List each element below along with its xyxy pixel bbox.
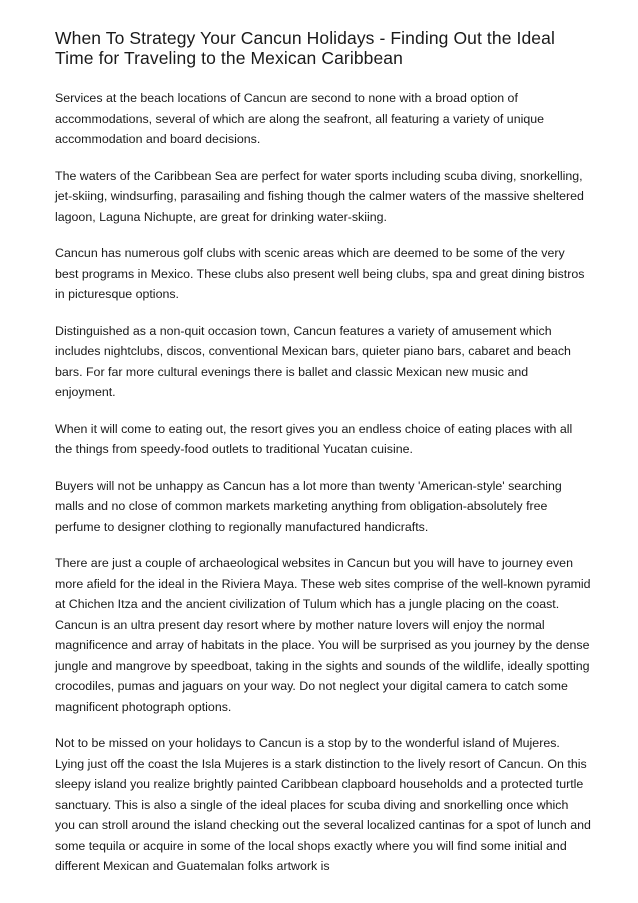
paragraph-archaeology: There are just a couple of archaeological websites in Cancun but you will have to journey even more afield for the ideal in the Riviera Maya. These web sites comprise of the well-known pyramid at Chichen Itza and the ancient civilization of Tulum which has a jungle placing on the coast. Cancun is an ultra present day resort where by mother nature lovers will enjoy the normal magnificence and array of habitats in the place. You will be surprised as you journey by the dense jungle and mangrove by speedboat, taking in the sights and sounds of the wildlife, ideally spotting crocodiles, pumas and jaguars on your way. Do not neglect your digital camera to catch some magnificent photograph options. xyxy=(55,556,591,714)
paragraph-dining: When it will come to eating out, the resort gives you an endless choice of eating places with all the things from speedy-food outlets to traditional Yucatan cuisine. xyxy=(55,421,573,456)
paragraph-isla-mujeres: Not to be missed on your holidays to Cancun is a stop by to the wonderful island of Mujeres. Lying just off the coast the Isla Mujeres is a stark distinction to the lively resort of Cancun. On this sleepy island you realize brightly painted Caribbean clapboard households and a protected turtle sanctuary. This is also a single of the ideal places for scuba diving and snorkelling once which you can stroll around the island checking out the several localized cantinas for a spot of lunch and some tequila or acquire in some of the local shops exactly where you will find some initial and different Mexican and Guatemalan folks artwork is xyxy=(55,736,591,873)
paragraph-golf-clubs: Cancun has numerous golf clubs with scenic areas which are deemed to be some of the very best programs in Mexico. These clubs also present well being clubs, spa and great dining bistros in picturesque options. xyxy=(55,246,585,301)
document-body xyxy=(55,28,591,893)
paragraph-nightlife: Distinguished as a non-quit occasion town, Cancun features a variety of amusement which includes nightclubs, discos, conventional Mexican bars, quieter piano bars, cabaret and beach bars. For far more cultural evenings there is ballet and classic Mexican new music and enjoyment. xyxy=(55,323,571,399)
paragraph-water-sports: The waters of the Caribbean Sea are perfect for water sports including scuba diving, snorkelling, jet-skiing, windsurfing, parasailing and fishing though the calmer waters of the massive sheltered lagoon, Laguna Nichupte, are great for drinking water-skiing. xyxy=(55,168,584,224)
paragraph-services: Services at the beach locations of Cancun are second to none with a broad option of accommodations, several of which are along the seafront, all featuring a variety of unique accommodation and board decisions. xyxy=(55,91,545,146)
paragraph-shopping: Buyers will not be unhappy as Cancun has a lot more than twenty 'American-style' searching malls and no close of common markets marketing anything from obligation-absolutely free perfume to designer clothing to regionally manufactured handicrafts. xyxy=(55,478,562,534)
document-title: When To Strategy Your Cancun Holidays - Finding Out the Ideal Time for Traveling to the Mexican Caribbean xyxy=(55,28,555,68)
